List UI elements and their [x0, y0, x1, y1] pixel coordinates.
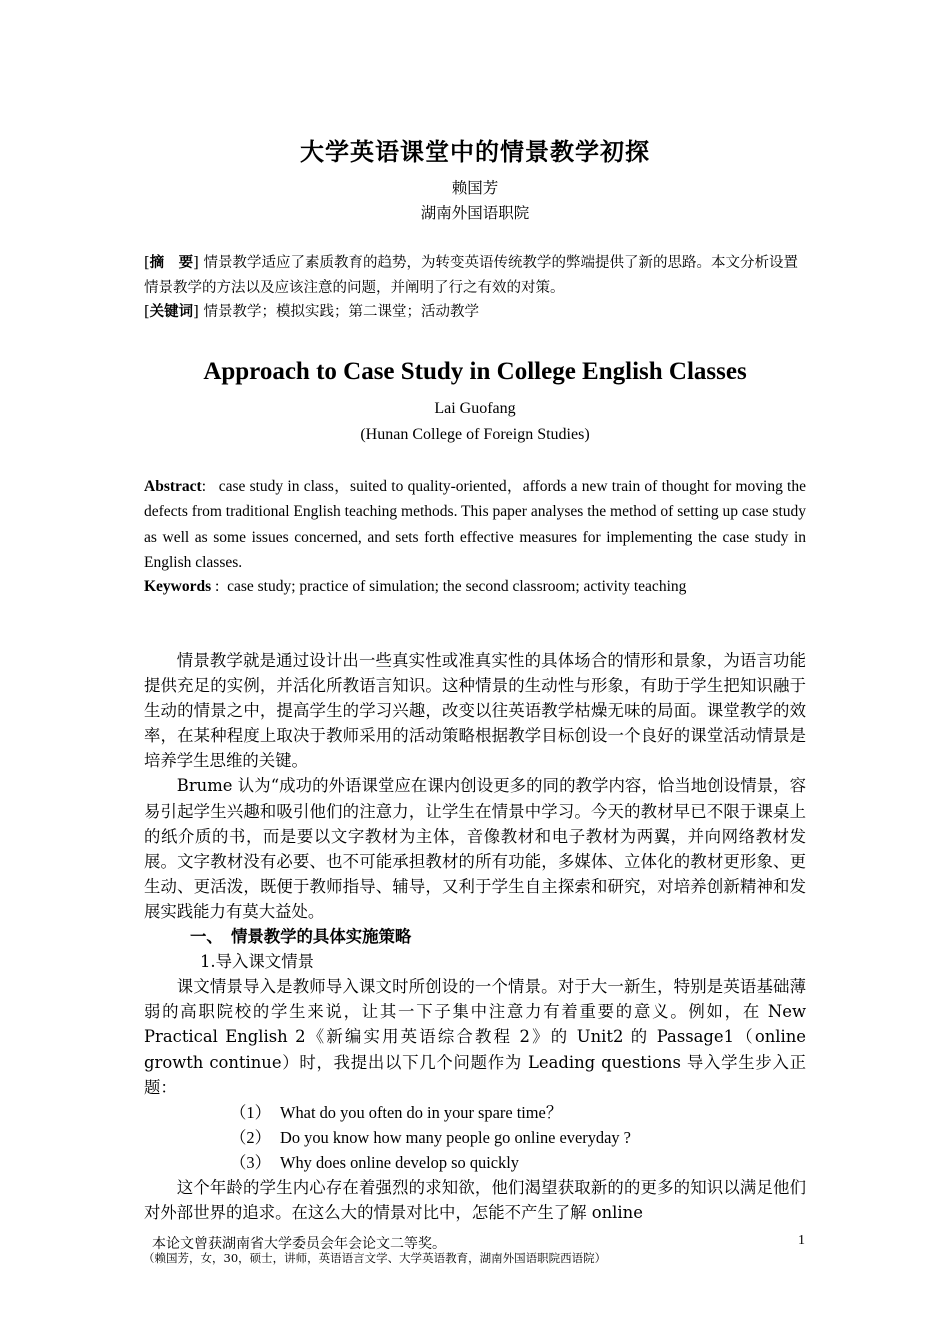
- body-paragraph: 课文情景导入是教师导入课文时所创设的一个情景。对于大一新生，特别是英语基础薄弱的高职院校的学生来说，让其一下子集中注意力有着重要的意义。例如，在 New Practical English 2《新编实用英语综合教程 2》的 Unit2 的 Passage1（online growth continue）时，我提出以下几个问题作为 Leading questions 导入学生步入正题：: [144, 977, 806, 1097]
- question-number: （1）: [230, 1102, 271, 1122]
- chinese-abstract: [摘 要] 情景教学适应了素质教育的趋势，为转变英语传统教学的弊端提供了新的思路。本文分析设置情景教学的方法以及应该注意的问题，并阐明了行之有效的对策。: [144, 254, 798, 296]
- question-text: Do you know how many people go online everyday ?: [280, 1127, 631, 1147]
- chinese-author: 赖国芳: [451, 179, 499, 197]
- english-abstract: Abstract: case study in class，suited to quality-oriented，affords a new train of thought for moving the defects from traditional English teaching methods. This paper analyses the method of setting up case study as well as some issues concerned, and sets forth effective measures for implementing the case study in English classes.: [144, 478, 806, 571]
- question-item: [144, 1125, 806, 1150]
- page-number: 1: [798, 1233, 805, 1248]
- chinese-keywords-text: 情景教学；模拟实践；第二课堂；活动教学: [203, 304, 479, 320]
- author-footnote: （赖国芳，女，30，硕士，讲师，英语语言文学、大学英语教育，湖南外国语职院西语院）: [143, 1251, 607, 1265]
- chinese-affiliation: 湖南外国语职院: [420, 204, 530, 222]
- question-text: What do you often do in your spare time？: [280, 1102, 563, 1122]
- footnote: 本论文曾获湖南省大学委员会年会论文二等奖。: [152, 1236, 446, 1252]
- subsection-heading: 1.导入课文情景: [200, 952, 314, 972]
- english-keywords-text: case study; practice of simulation; the second classroom; activity teaching: [227, 578, 687, 595]
- english-abstract-label: Abstract: [144, 478, 202, 495]
- body-paragraph: 情景教学就是通过设计出一些真实性或准真实性的具体场合的情形和景象，为语言功能提供充足的实例，并活化所教语言知识。这种情景的生动性与形象，有助于学生把知识融于生动的情景之中，提高学生的学习兴趣，改变以往英语教学枯燥无味的局面。课堂教学的效率，在某种程度上取决于教师采用的活动策略根据教学目标创设一个良好的课堂活动情景是培养学生思维的关键。: [144, 651, 806, 771]
- chinese-abstract-text: 情景教学适应了素质教育的趋势，为转变英语传统教学的弊端提供了新的思路。本文分析设置情景教学的方法以及应该注意的问题，并阐明了行之有效的对策。: [144, 255, 798, 296]
- english-keywords-label: Keywords: [144, 578, 212, 595]
- question-text: Why does online develop so quickly: [280, 1152, 519, 1172]
- question-item: [144, 1100, 806, 1125]
- body-text: [144, 648, 806, 1225]
- chinese-keywords: [关键词] 情景教学；模拟实践；第二课堂；活动教学: [144, 303, 479, 320]
- section-heading: 一、 情景教学的具体实施策略: [190, 927, 412, 947]
- english-title: Approach to Case Study in College English Classes: [203, 358, 747, 385]
- english-author: Lai Guofang: [434, 400, 516, 417]
- question-number: （3）: [230, 1152, 271, 1172]
- chinese-title: 大学英语课堂中的情景教学初探: [300, 137, 650, 166]
- english-abstract-text: case study in class，suited to quality-oriented，affords a new train of thought for moving the defects from traditional English teaching methods. This paper analyses the method of setting up case study as well as some issues concerned, and sets forth effective measures for implementing the case study in English classes.: [144, 478, 806, 571]
- body-paragraph: Brume 认为“成功的外语课堂应在课内创设更多的同的教学内容，恰当地创设情景，容易引起学生兴趣和吸引他们的注意力，让学生在情景中学习。今天的教材早已不限于课桌上的纸介质的书，而是要以文字教材为主体，音像教材和电子教材为两翼，并向网络教材发展。文字教材没有必要、也不可能承担教材的所有功能，多媒体、立体化的教材更形象、更生动、更活泼，既便于教师指导、辅导，又利于学生自主探索和研究，对培养创新精神和发展实践能力有莫大益处。: [144, 776, 806, 921]
- chinese-keywords-label: 关键词: [149, 303, 194, 320]
- question-number: （2）: [230, 1127, 271, 1147]
- body-paragraph: 这个年龄的学生内心存在着强烈的求知欲，他们渴望获取新的的更多的知识以满足他们对外部世界的追求。在这么大的情景对比中，怎能不产生了解 online: [144, 1177, 806, 1223]
- english-affiliation: (Hunan College of Foreign Studies): [360, 426, 590, 443]
- english-keywords: Keywords : case study; practice of simulation; the second classroom; activity teaching: [144, 578, 687, 595]
- question-item: [144, 1150, 806, 1175]
- chinese-abstract-label: 摘 要: [149, 254, 194, 271]
